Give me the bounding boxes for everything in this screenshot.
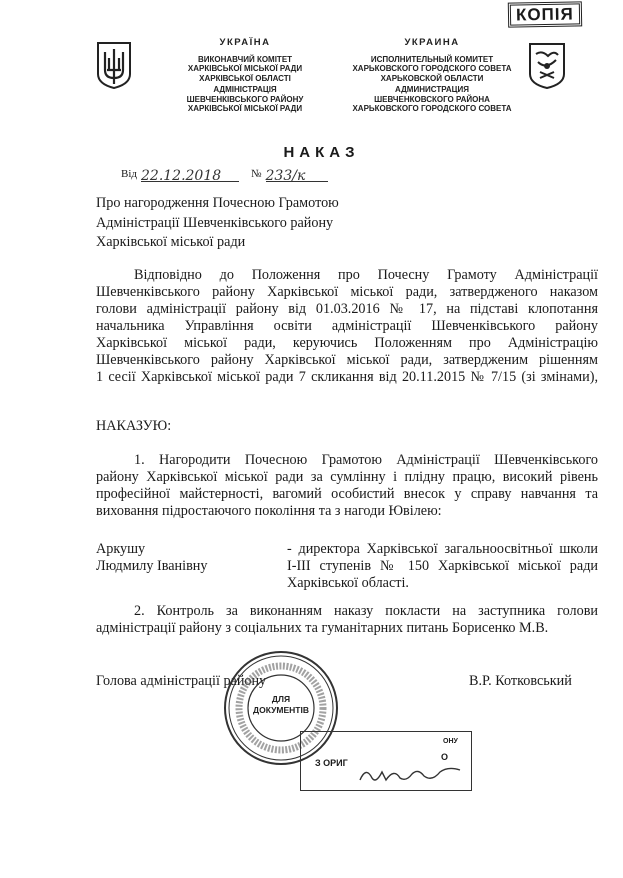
item1-line: району Харківської міської ради за сумлінну і плідну працю, високий рівень xyxy=(96,469,598,485)
preamble-line: Шевченківського району Харківської міської ради, затвердженим рішенням xyxy=(96,352,598,368)
header-right-country: УКРАИНА xyxy=(404,37,460,48)
order-number: 233/к xyxy=(265,168,306,184)
preamble-line: 1 сесії Харківської міської ради 7 скликання від 20.11.2015 № 7/15 (зі змінами), xyxy=(96,369,598,385)
header-left-admin1: АДМІНІСТРАЦІЯ xyxy=(213,85,277,94)
header-right xyxy=(352,38,512,114)
header-left xyxy=(170,38,320,114)
signatory-position: Голова адміністрації району xyxy=(96,673,267,689)
item2-line: адміністрації району з соціальних та гуманітарних питань Борисенко М.В. xyxy=(96,620,549,636)
order-date: 22.12.2018 xyxy=(141,168,222,184)
preamble-paragraph xyxy=(96,267,598,386)
header-right-admin1: АДМИНИСТРАЦИЯ xyxy=(395,85,469,94)
header-right-admin2: ШЕВЧЕНКОВСКОГО РАЙОНА xyxy=(374,94,490,104)
header-right-admin3: ХАРЬКОВСКОГО ГОРОДСКОГО СОВЕТА xyxy=(352,104,512,113)
preamble-line: начальника Управління освіти адміністрації Шевченківського району xyxy=(96,318,598,334)
awardee-position xyxy=(287,541,598,592)
subject-line: Харківської міської ради xyxy=(96,234,246,250)
preamble-line: Харківської міської ради, керуючись Положенням про Адміністрацію xyxy=(96,335,598,351)
header-left-admin2: ШЕВЧЕНКІВСЬКОГО РАЙОНУ xyxy=(186,94,304,104)
header-right-line3: ХАРЬКОВСКОЙ ОБЛАСТИ xyxy=(380,73,484,83)
preamble-line: Шевченківського району Харківської міської ради, затвердженого наказом xyxy=(96,284,598,300)
seal-center-line1: ДЛЯ xyxy=(271,694,291,704)
awardee-given-names: Людмилу Іванівну xyxy=(96,558,208,574)
position-line: - директора Харківської загальноосвітньої школи xyxy=(287,541,598,557)
copy-mark-line3: О xyxy=(441,752,449,762)
subject-line: Адміністрації Шевченківського району xyxy=(96,214,334,231)
order-subject xyxy=(96,194,339,253)
order-word: НАКАЗУЮ: xyxy=(96,418,172,434)
copy-mark-line2: З ОРИГ xyxy=(315,758,348,768)
awardee-surname: Аркушу xyxy=(96,541,146,557)
header-left-line1: ВИКОНАВЧИЙ КОМІТЕТ xyxy=(197,54,293,64)
handwritten-signature-icon xyxy=(356,762,466,786)
header-right-line2: ХАРЬКОВСКОГО ГОРОДСКОГО СОВЕТА xyxy=(352,64,512,73)
order-item-2 xyxy=(96,603,598,637)
copy-stamp: КОПІЯ xyxy=(508,4,582,25)
position-line: І-ІІІ ступенів № 150 Харківської міської ради xyxy=(287,558,598,574)
city-emblem-icon xyxy=(528,42,566,90)
item2-line: 2. Контроль за виконанням наказу покласти на заступника голови xyxy=(134,603,598,619)
seal-center-line2: ДОКУМЕНТІВ xyxy=(253,705,309,715)
item1-line: професійної майстерності, вагомий особистий внесок у справу навчання та xyxy=(96,486,598,502)
header-left-line3: ХАРКІВСЬКОЇ ОБЛАСТІ xyxy=(199,73,291,83)
number-prefix: № xyxy=(251,168,262,180)
preamble-line: Відповідно до Положення про Почесну Грамоту Адміністрації xyxy=(134,267,598,283)
header-left-country: УКРАЇНА xyxy=(219,37,271,48)
header-left-line2: ХАРКІВСЬКОЇ МІСЬКОЇ РАДИ xyxy=(187,64,303,73)
item1-line: виховання підростаючого покоління та з нагоди Ювілею: xyxy=(96,503,442,519)
subject-line: Про нагородження Почесною Грамотою xyxy=(96,195,339,211)
position-line: Харківської області. xyxy=(287,575,409,591)
date-prefix: Від xyxy=(121,168,137,180)
order-meta xyxy=(121,164,328,182)
header-left-admin3: ХАРКІВСЬКОЇ МІСЬКОЇ РАДИ xyxy=(187,104,303,113)
document-title: НАКАЗ xyxy=(283,144,360,161)
order-item-1 xyxy=(96,452,598,520)
copy-mark-line1: ОНУ xyxy=(443,738,458,745)
header-right-line1: ИСПОЛНИТЕЛЬНЫЙ КОМИТЕТ xyxy=(370,54,494,64)
signatory-name: В.Р. Котковський xyxy=(469,673,572,689)
copy-conformity-stamp xyxy=(300,731,472,791)
trident-emblem-icon xyxy=(95,40,133,90)
item1-line: 1. Нагородити Почесною Грамотою Адміністрації Шевченківського xyxy=(134,452,598,468)
awardee-name xyxy=(96,541,276,575)
preamble-line: голови адміністрації району від 01.03.2016 № 17, на підставі клопотання xyxy=(96,301,598,317)
